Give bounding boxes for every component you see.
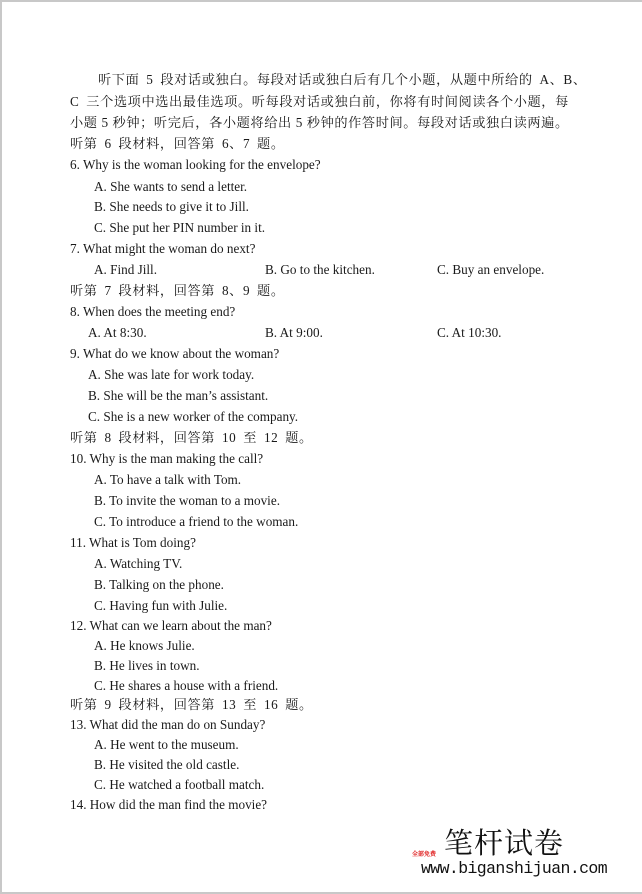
answer-option: A. She wants to send a letter. — [94, 179, 248, 194]
question-stem: 7. What might the woman do next? — [70, 241, 256, 256]
section-heading: 听第 7 段材料，回答第 8、9 题。 — [70, 283, 285, 298]
watermark-brand: 笔杆试卷 — [444, 826, 565, 860]
section-heading: 听第 6 段材料，回答第 6、7 题。 — [70, 136, 285, 151]
answer-option: B. To invite the woman to a movie. — [94, 493, 280, 508]
answer-option: C. At 10:30. — [437, 325, 502, 340]
question-stem: 6. Why is the woman looking for the envelope? — [70, 157, 321, 172]
free-badge: 全部免费 — [412, 851, 437, 858]
answer-option: C. She is a new worker of the company. — [88, 409, 299, 424]
question-stem: 13. What did the man do on Sunday? — [70, 717, 266, 732]
answer-option: B. He visited the old castle. — [94, 757, 240, 772]
answer-option: C. He watched a football match. — [94, 777, 265, 792]
answer-option: C. She put her PIN number in it. — [94, 220, 266, 235]
answer-option: A. She was late for work today. — [88, 367, 255, 382]
answer-option: B. She needs to give it to Jill. — [94, 199, 249, 214]
instructions-line-2: C 三个选项中选出最佳选项。听每段对话或独白前，你将有时间阅读各个小题，每 — [70, 94, 569, 109]
question-stem: 14. How did the man find the movie? — [70, 797, 268, 812]
answer-option: A. He went to the museum. — [94, 737, 239, 752]
question-stem: 10. Why is the man making the call? — [70, 451, 264, 466]
section-heading: 听第 8 段材料，回答第 10 至 12 题。 — [70, 430, 313, 445]
question-stem: 8. When does the meeting end? — [70, 304, 236, 319]
question-stem: 12. What can we learn about the man? — [70, 618, 272, 633]
answer-option: C. To introduce a friend to the woman. — [94, 514, 299, 529]
answer-option: C. Buy an envelope. — [437, 262, 545, 277]
answer-option: B. Go to the kitchen. — [265, 262, 375, 277]
section-heading: 听第 9 段材料，回答第 13 至 16 题。 — [70, 697, 313, 712]
answer-option: C. Having fun with Julie. — [94, 598, 228, 613]
instructions-line-3: 小题 5 秒钟；听完后，各小题将给出 5 秒钟的作答时间。每段对话或独白读两遍。 — [70, 115, 569, 130]
answer-option: A. At 8:30. — [88, 325, 147, 340]
answer-option: A. Watching TV. — [94, 556, 183, 571]
answer-option: B. Talking on the phone. — [94, 577, 224, 592]
answer-option: B. She will be the man’s assistant. — [88, 388, 269, 403]
question-stem: 9. What do we know about the woman? — [70, 346, 280, 361]
question-stem: 11. What is Tom doing? — [70, 535, 196, 550]
answer-option: B. At 9:00. — [265, 325, 323, 340]
answer-option: A. Find Jill. — [94, 262, 158, 277]
answer-option: B. He lives in town. — [94, 658, 200, 673]
answer-option: A. He knows Julie. — [94, 638, 195, 653]
instructions-line-1: 听下面 5 段对话或独白。每段对话或独白后有几个小题，从题中所给的 A、B、 — [98, 72, 587, 87]
watermark-url: www.biganshijuan.com — [421, 859, 608, 878]
answer-option: C. He shares a house with a friend. — [94, 678, 279, 693]
answer-option: A. To have a talk with Tom. — [94, 472, 242, 487]
